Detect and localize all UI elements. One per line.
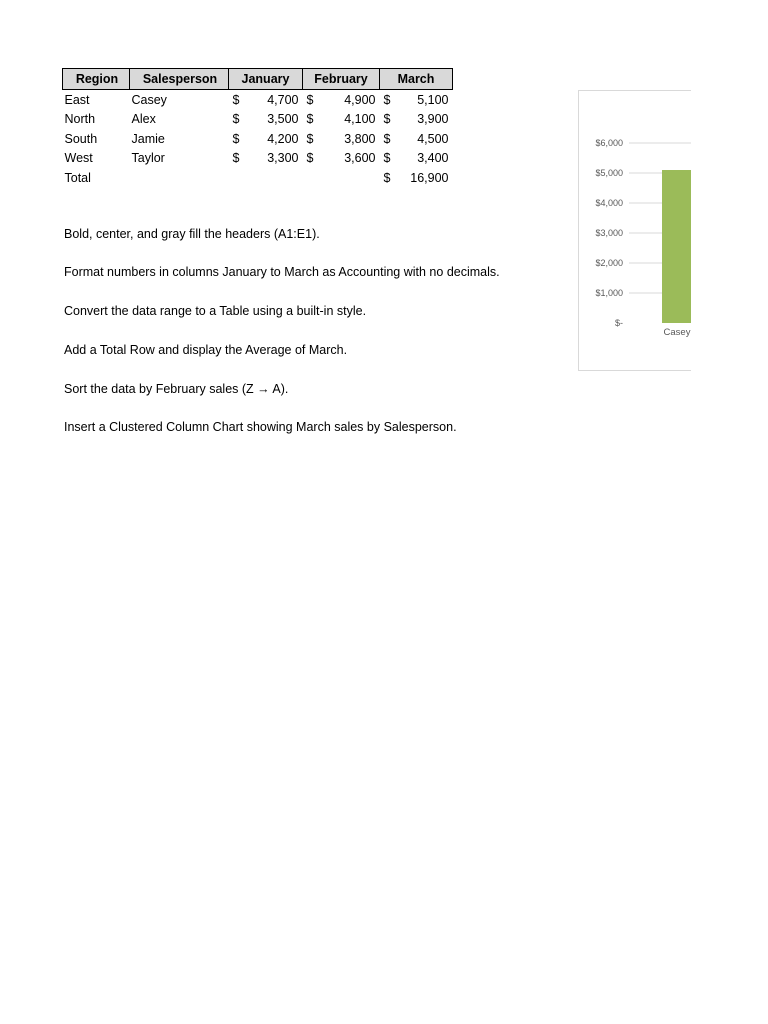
region-cell[interactable]: North xyxy=(64,112,96,127)
instruction-line[interactable]: Format numbers in columns January to March as Accounting with no decimals. xyxy=(64,265,500,279)
salesperson-cell[interactable]: Casey xyxy=(131,92,167,107)
jan-cell[interactable] xyxy=(229,129,303,149)
currency-symbol: $ xyxy=(383,170,391,185)
jan-cell[interactable] xyxy=(229,149,303,169)
currency-symbol: $ xyxy=(306,112,314,127)
instruction-line[interactable]: Add a Total Row and display the Average of March. xyxy=(64,343,348,357)
jan-cell[interactable] xyxy=(229,110,303,130)
mar-cell[interactable] xyxy=(380,90,453,110)
header-salesperson[interactable]: Salesperson xyxy=(130,69,229,90)
y-tick-label: $1,000 xyxy=(595,288,623,298)
total-march-value: 16,900 xyxy=(410,170,449,185)
y-tick-label: $2,000 xyxy=(595,258,623,268)
instruction-line[interactable]: Convert the data range to a Table using a built-in style. xyxy=(64,304,367,318)
instruction-line[interactable]: Insert a Clustered Column Chart showing March sales by Salesperson. xyxy=(64,420,457,434)
jan-value: 4,200 xyxy=(267,131,299,146)
currency-symbol: $ xyxy=(306,131,314,146)
salesperson-cell[interactable]: Taylor xyxy=(131,151,165,166)
feb-value: 3,800 xyxy=(344,131,376,146)
y-tick-label: $3,000 xyxy=(595,228,623,238)
currency-symbol: $ xyxy=(306,92,314,107)
feb-cell[interactable] xyxy=(303,149,380,169)
region-cell[interactable]: South xyxy=(64,131,98,146)
feb-value: 3,600 xyxy=(344,151,376,166)
table-row xyxy=(63,110,453,130)
feb-value: 4,100 xyxy=(344,112,376,127)
currency-symbol: $ xyxy=(383,151,391,166)
header-region[interactable]: Region xyxy=(63,69,130,90)
total-march-cell[interactable] xyxy=(380,168,453,188)
currency-symbol: $ xyxy=(232,92,240,107)
jan-value: 3,300 xyxy=(267,151,299,166)
y-tick-label: $- xyxy=(614,318,623,328)
mar-value: 3,900 xyxy=(417,112,449,127)
currency-symbol: $ xyxy=(306,151,314,166)
currency-symbol: $ xyxy=(232,112,240,127)
x-tick-label: Casey xyxy=(663,327,691,338)
total-label[interactable]: Total xyxy=(64,170,91,185)
total-empty-cell[interactable] xyxy=(303,168,380,188)
table-row xyxy=(63,129,453,149)
feb-cell[interactable] xyxy=(303,129,380,149)
y-tick-label: $4,000 xyxy=(595,198,623,208)
total-row xyxy=(63,168,453,188)
salesperson-cell[interactable]: Alex xyxy=(131,112,156,127)
table-header-row xyxy=(63,69,453,90)
currency-symbol: $ xyxy=(383,92,391,107)
salesperson-cell[interactable]: Jamie xyxy=(131,131,165,146)
mar-cell[interactable] xyxy=(380,149,453,169)
mar-value: 5,100 xyxy=(417,92,449,107)
mar-cell[interactable] xyxy=(380,110,453,130)
mar-value: 3,400 xyxy=(417,151,449,166)
jan-value: 4,700 xyxy=(267,92,299,107)
y-tick-label: $6,000 xyxy=(595,138,623,148)
chart-plot xyxy=(579,91,691,370)
region-cell[interactable]: East xyxy=(64,92,90,107)
header-march[interactable]: March xyxy=(380,69,453,90)
currency-symbol: $ xyxy=(232,151,240,166)
currency-symbol: $ xyxy=(383,131,391,146)
header-january[interactable]: January xyxy=(229,69,303,90)
instruction-line[interactable]: Bold, center, and gray fill the headers (A1:E1). xyxy=(64,227,320,241)
y-tick-label: $5,000 xyxy=(595,168,623,178)
bar-casey[interactable] xyxy=(662,170,691,323)
total-empty-cell[interactable] xyxy=(130,168,229,188)
table-row xyxy=(63,149,453,169)
mar-cell[interactable] xyxy=(380,129,453,149)
jan-value: 3,500 xyxy=(267,112,299,127)
table-row xyxy=(63,90,453,110)
feb-cell[interactable] xyxy=(303,90,380,110)
total-empty-cell[interactable] xyxy=(229,168,303,188)
region-cell[interactable]: West xyxy=(64,151,93,166)
header-february[interactable]: February xyxy=(303,69,380,90)
march-sales-chart[interactable] xyxy=(578,90,691,371)
sales-data-table xyxy=(62,68,453,188)
currency-symbol: $ xyxy=(232,131,240,146)
jan-cell[interactable] xyxy=(229,90,303,110)
instruction-line[interactable]: Sort the data by February sales (Z → A). xyxy=(64,382,289,396)
feb-cell[interactable] xyxy=(303,110,380,130)
currency-symbol: $ xyxy=(383,112,391,127)
mar-value: 4,500 xyxy=(417,131,449,146)
feb-value: 4,900 xyxy=(344,92,376,107)
